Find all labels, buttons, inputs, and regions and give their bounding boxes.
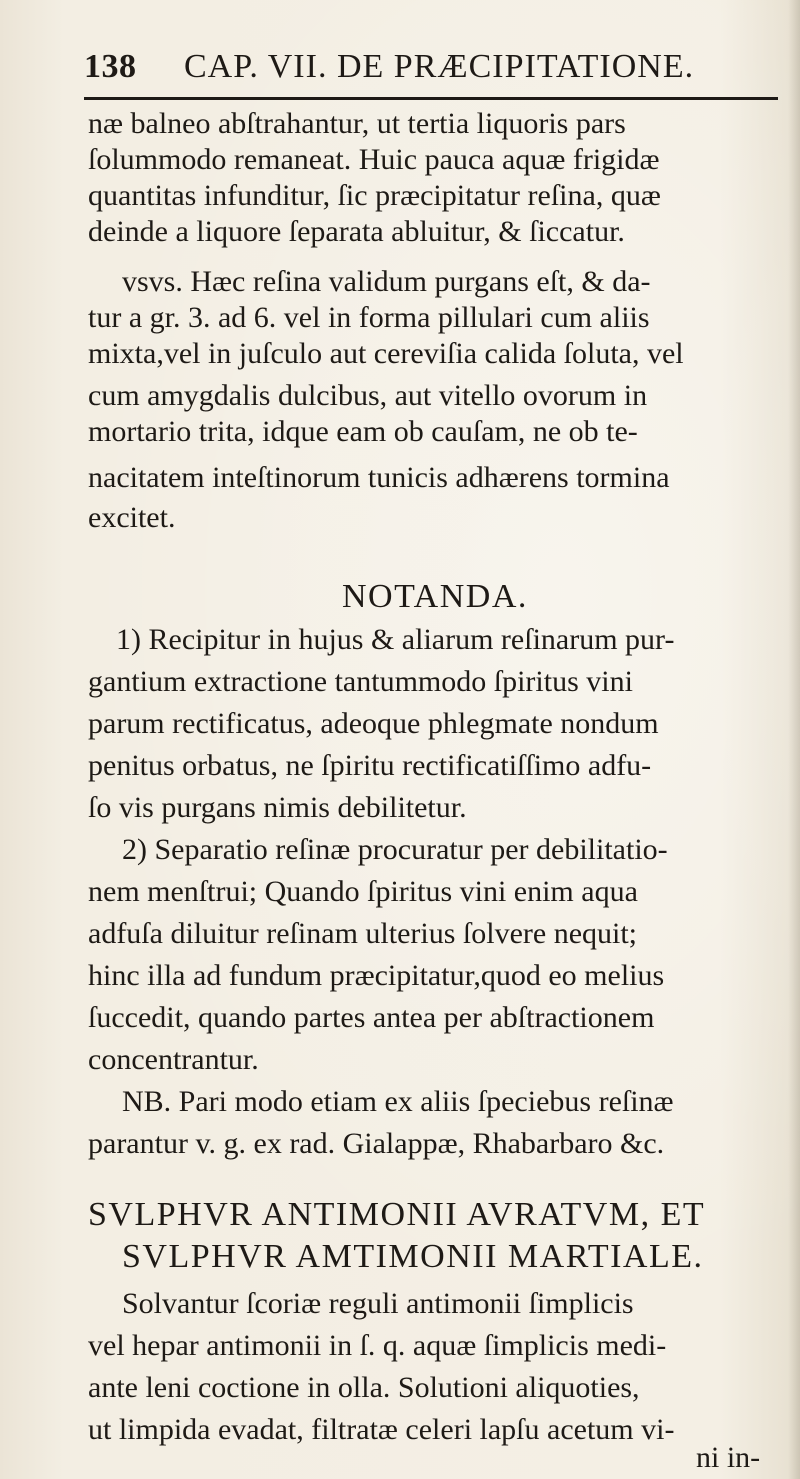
text-line: mixta,vel in juſculo aut cereviſia calida ſoluta, vel [88,337,684,370]
text-line: gantium extractione tantummodo ſpiritus vini [88,665,633,698]
text-line: nem menſtrui; Quando ſpiritus vini enim aqua [88,875,638,908]
text-line: vel hepar antimonii in ſ. q. aquæ ſimplicis medi- [88,1329,667,1362]
text-line: ante leni coctione in olla. Solutioni aliquoties, [88,1371,640,1404]
text-line: excitet. [88,501,176,534]
text-line-nb: NB. Pari modo etiam ex aliis ſpeciebus reſinæ [122,1085,674,1118]
text-line: deinde a liquore ſeparata abluitur, & ſiccatur. [88,215,625,248]
text-line: ſolummodo remaneat. Huic pauca aquæ frigidæ [88,143,660,176]
running-head: CAP. VII. DE PRÆCIPITATIONE. [184,48,695,85]
text-line: 2) Separatio reſinæ procuratur per debilitatio- [122,833,668,866]
text-line: ut limpida evadat, filtratæ celeri lapſu acetum vi- [88,1413,675,1446]
catchword: ni in- [696,1441,761,1474]
text-line: ſo vis purgans nimis debilitetur. [88,791,467,824]
page-number: 138 [84,48,137,85]
notanda-heading: NOTANDA. [342,578,528,615]
text-line: Solvantur ſcoriæ reguli antimonii ſimplicis [122,1287,634,1320]
text-line: næ balneo abſtrahantur, ut tertia liquoris pars [88,107,626,140]
header-rule [84,97,778,100]
text-line: mortario trita, idque eam ob cauſam, ne ob te- [88,415,638,448]
text-line-usus: vsvs. Hæc reſina validum purgans eſt, & da- [122,265,651,298]
text-line: 1) Recipitur in hujus & aliarum reſinarum pur- [116,623,675,656]
text-line: hinc illa ad fundum præcipitatur,quod eo melius [88,959,665,992]
text-line: tur a gr. 3. ad 6. vel in forma pillulari cum aliis [88,301,650,334]
text-line: adfuſa diluitur reſinam ulterius ſolvere nequit; [88,917,638,950]
text-line: quantitas infunditur, ſic præcipitatur reſina, quæ [88,179,661,212]
text-line: cum amygdalis dulcibus, aut vitello ovorum in [88,379,648,412]
text-line: nacitatem inteſtinorum tunicis adhærens tormina [88,461,670,494]
page-edge-shadow [788,0,800,1479]
text-line: ſuccedit, quando partes antea per abſtractionem [88,1001,655,1034]
text-line: penitus orbatus, ne ſpiritu rectificatiſſimo adfu- [88,749,652,782]
text-line: concentrantur. [88,1043,259,1076]
page-header [84,40,784,90]
text-line: parum rectificatus, adeoque phlegmate nondum [88,707,659,740]
sulphur-heading-line2: SVLPHVR AMTIMONII MARTIALE. [122,1238,704,1275]
sulphur-heading-line1: SVLPHVR ANTIMONII AVRATVM, ET [88,1196,706,1233]
text-line: parantur v. g. ex rad. Gialappæ, Rhabarbaro &c. [88,1127,665,1160]
